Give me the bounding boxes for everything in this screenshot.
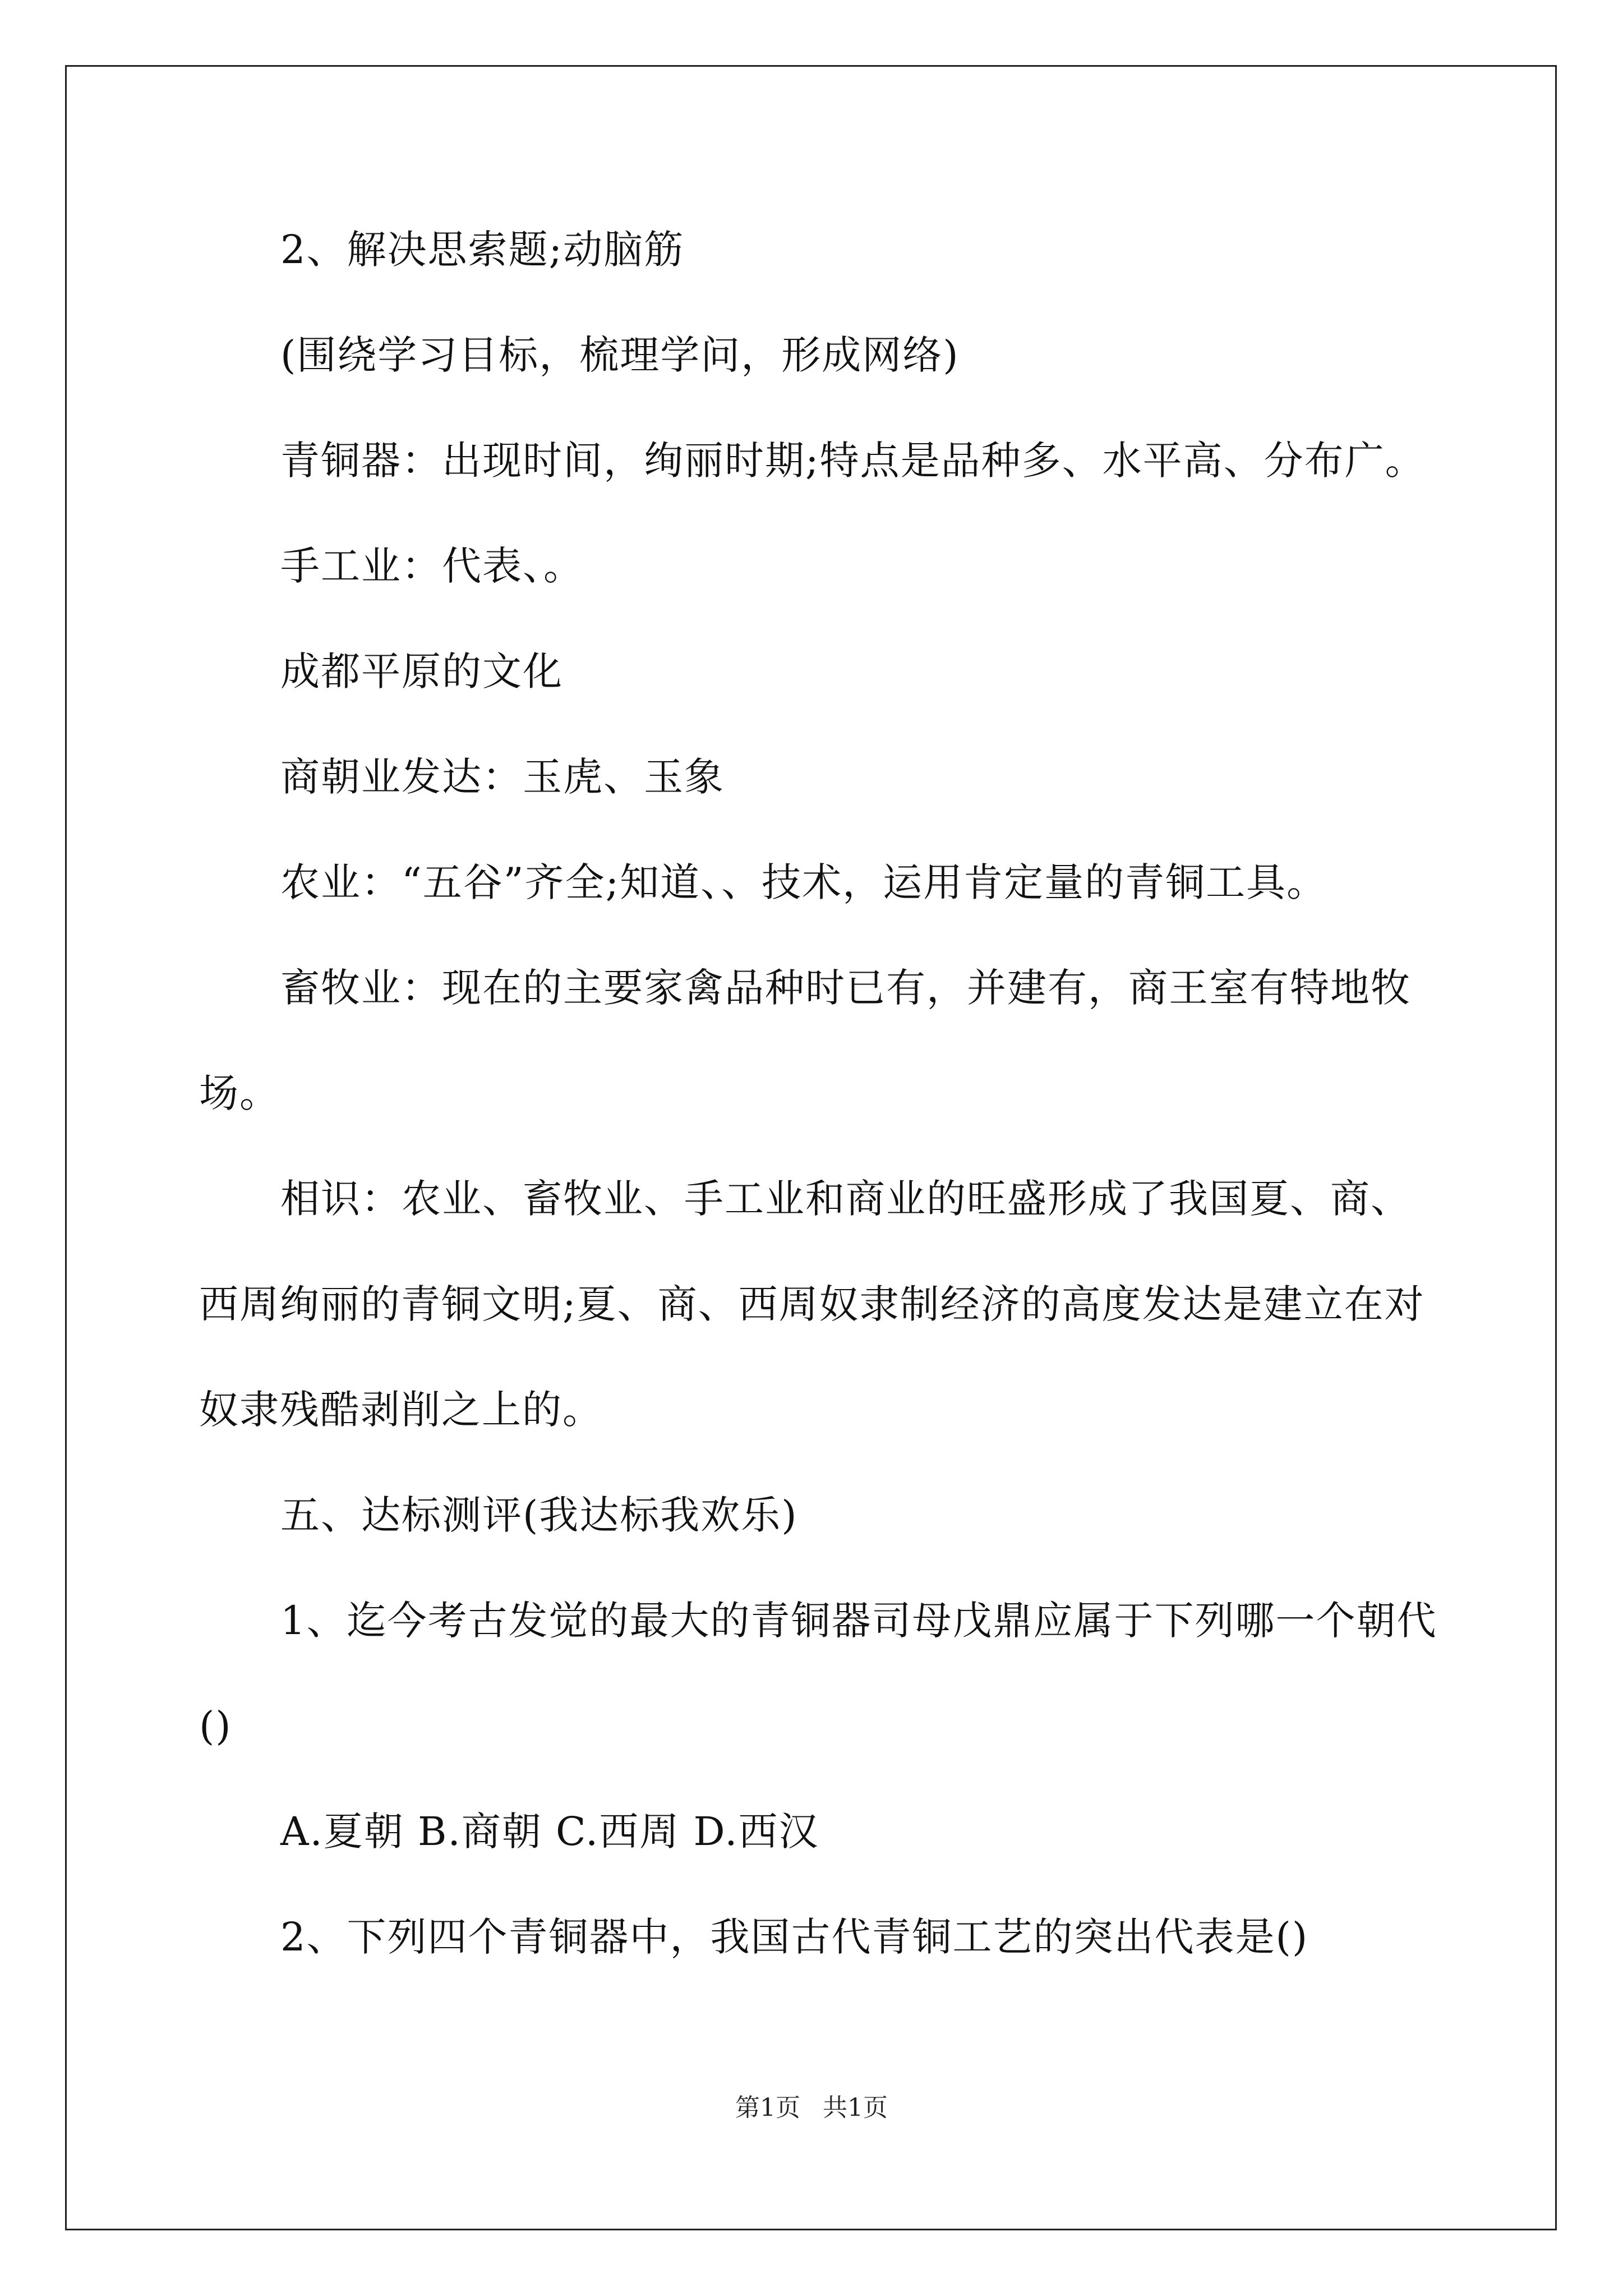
text-line: 奴隶残酷剥削之上的。 xyxy=(199,1387,603,1433)
page-footer xyxy=(0,2091,1623,2125)
text-line: 商朝业发达：玉虎、玉象 xyxy=(280,754,725,800)
text-line: 1、迄今考古发觉的最大的青铜器司母戊鼎应属于下列哪一个朝代 xyxy=(280,1598,1437,1644)
text-line: 相识：农业、畜牧业、手工业和商业的旺盛形成了我国夏、商、 xyxy=(280,1176,1411,1222)
text-line: 五、达标测评(我达标我欢乐) xyxy=(280,1492,798,1538)
text-line: () xyxy=(199,1703,232,1749)
text-line: 2、解决思索题;动脑筋 xyxy=(280,227,685,273)
text-line: 农业：“五谷”齐全;知道、、技术，运用肯定量的青铜工具。 xyxy=(280,859,1327,905)
document-body xyxy=(199,0,1467,2296)
text-line: 场。 xyxy=(199,1070,280,1116)
text-line: 成都平原的文化 xyxy=(280,648,563,694)
text-line: 西周绚丽的青铜文明;夏、商、西周奴隶制经济的高度发达是建立在对 xyxy=(199,1281,1425,1327)
text-line: A.夏朝 B.商朝 C.西周 D.西汉 xyxy=(280,1809,819,1855)
text-line: 畜牧业：现在的主要家禽品种时已有，并建有，商王室有特地牧 xyxy=(280,965,1411,1011)
text-line: 青铜器：出现时间，绚丽时期;特点是品种多、水平高、分布广。 xyxy=(280,438,1426,484)
text-line: 2、下列四个青铜器中，我国古代青铜工艺的突出代表是() xyxy=(280,1914,1309,1960)
page-number-current: 第1页 xyxy=(735,2093,800,2122)
text-line: 手工业：代表、。 xyxy=(280,543,584,589)
text-line: (围绕学习目标，梳理学问，形成网络) xyxy=(280,332,960,378)
page-number-total: 共1页 xyxy=(823,2093,888,2122)
